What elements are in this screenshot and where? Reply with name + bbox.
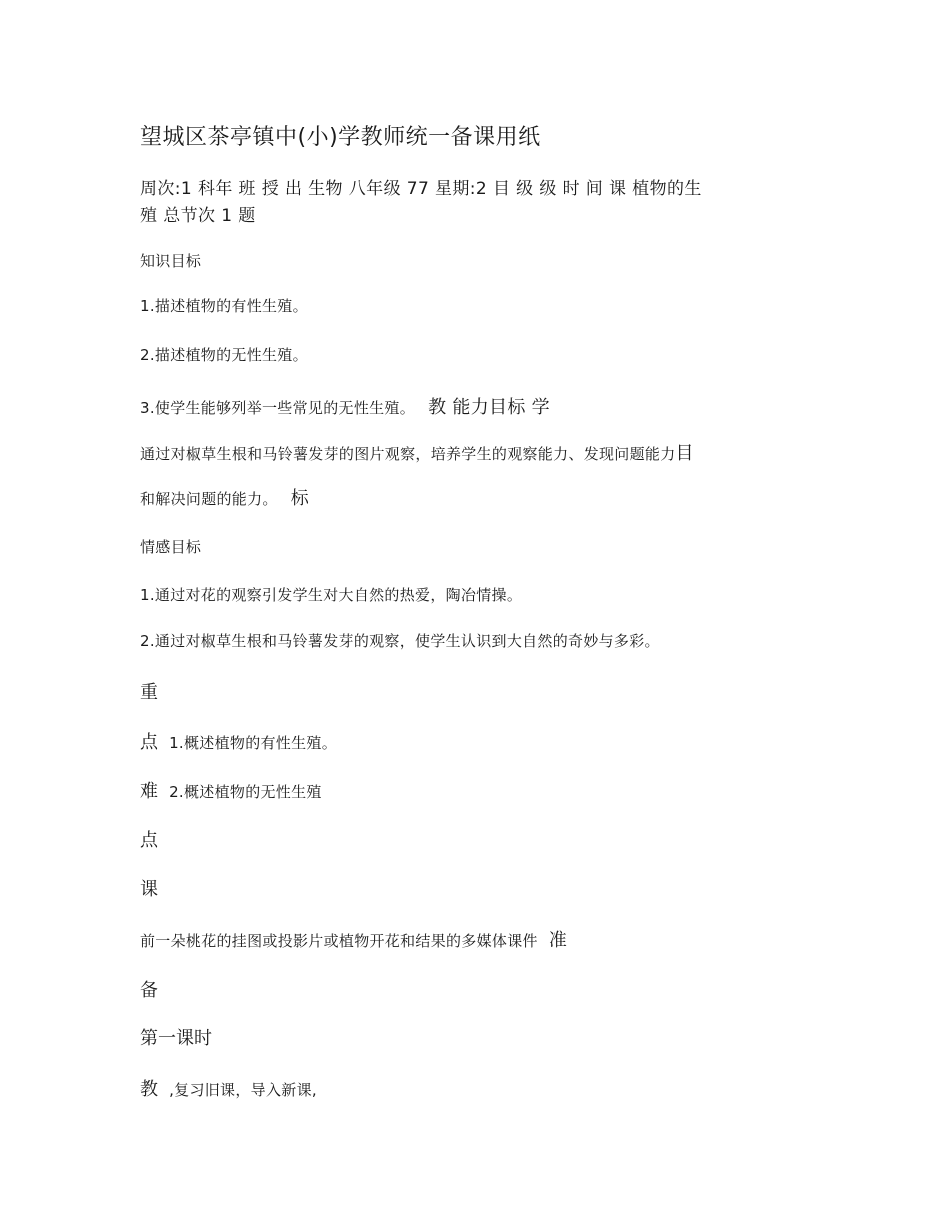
course-meta-line-1: 周次:1 科年 班 授 出 生物 八年级 77 星期:2 目 级 级 时 间 课 植物的生: [140, 179, 702, 199]
keypoint-2: 2.概述植物的无性生殖: [169, 783, 322, 801]
label-dian-2: 点: [140, 830, 158, 851]
label-nan: 难: [140, 781, 158, 802]
label-dian-1: 点: [140, 732, 158, 753]
label-jiao: 教: [140, 1079, 158, 1100]
keypoint-1: 1.概述植物的有性生殖。: [169, 734, 338, 752]
keypoint-row-1: [140, 728, 337, 754]
ability-text-row-2: [140, 484, 309, 510]
emotion-item-2: 2.通过对椒草生根和马铃薯发芽的观察，使学生认识到大自然的奇妙与多彩。: [140, 632, 660, 650]
label-zhong: 重: [140, 682, 158, 703]
knowledge-item-3: 3.使学生能够列举一些常见的无性生殖。: [140, 399, 416, 417]
preparation-text: 前一朵桃花的挂图或投影片或植物开花和结果的多媒体课件: [140, 932, 538, 950]
first-lesson-heading: 第一课时: [140, 1028, 212, 1049]
label-zhun: 准: [548, 930, 567, 951]
ability-goal-heading: 教 能力目标 学: [428, 397, 550, 418]
page-title: 望城区茶亭镇中(小)学教师统一备课用纸: [140, 125, 541, 150]
emotion-item-1: 1.通过对花的观察引发学生对大自然的热爱，陶冶情操。: [140, 586, 523, 604]
side-label-mu: 目: [675, 443, 694, 464]
keypoint-row-2: [140, 777, 322, 803]
label-ke: 课: [140, 879, 158, 900]
knowledge-item-1: 1.描述植物的有性生殖。: [140, 297, 308, 315]
emotion-heading: 情感目标: [140, 538, 202, 556]
preparation-row: [140, 926, 567, 952]
ability-text-row-1: [140, 439, 694, 465]
lesson-intro-text: ,复习旧课，导入新课,: [169, 1081, 317, 1099]
side-label-biao: 标: [290, 488, 310, 509]
knowledge-item-2: 2.描述植物的无性生殖。: [140, 346, 308, 364]
ability-text-1: 通过对椒草生根和马铃薯发芽的图片观察，培养学生的观察能力、发现问题能力: [140, 445, 676, 463]
course-meta-line-2: 殖 总节次 1 题: [140, 206, 256, 226]
knowledge-heading: 知识目标: [140, 252, 202, 270]
ability-text-2: 和解决问题的能力。: [140, 490, 278, 508]
knowledge-item-3-row: [140, 393, 550, 419]
label-bei: 备: [140, 980, 158, 1001]
lesson-intro-row: [140, 1075, 317, 1101]
